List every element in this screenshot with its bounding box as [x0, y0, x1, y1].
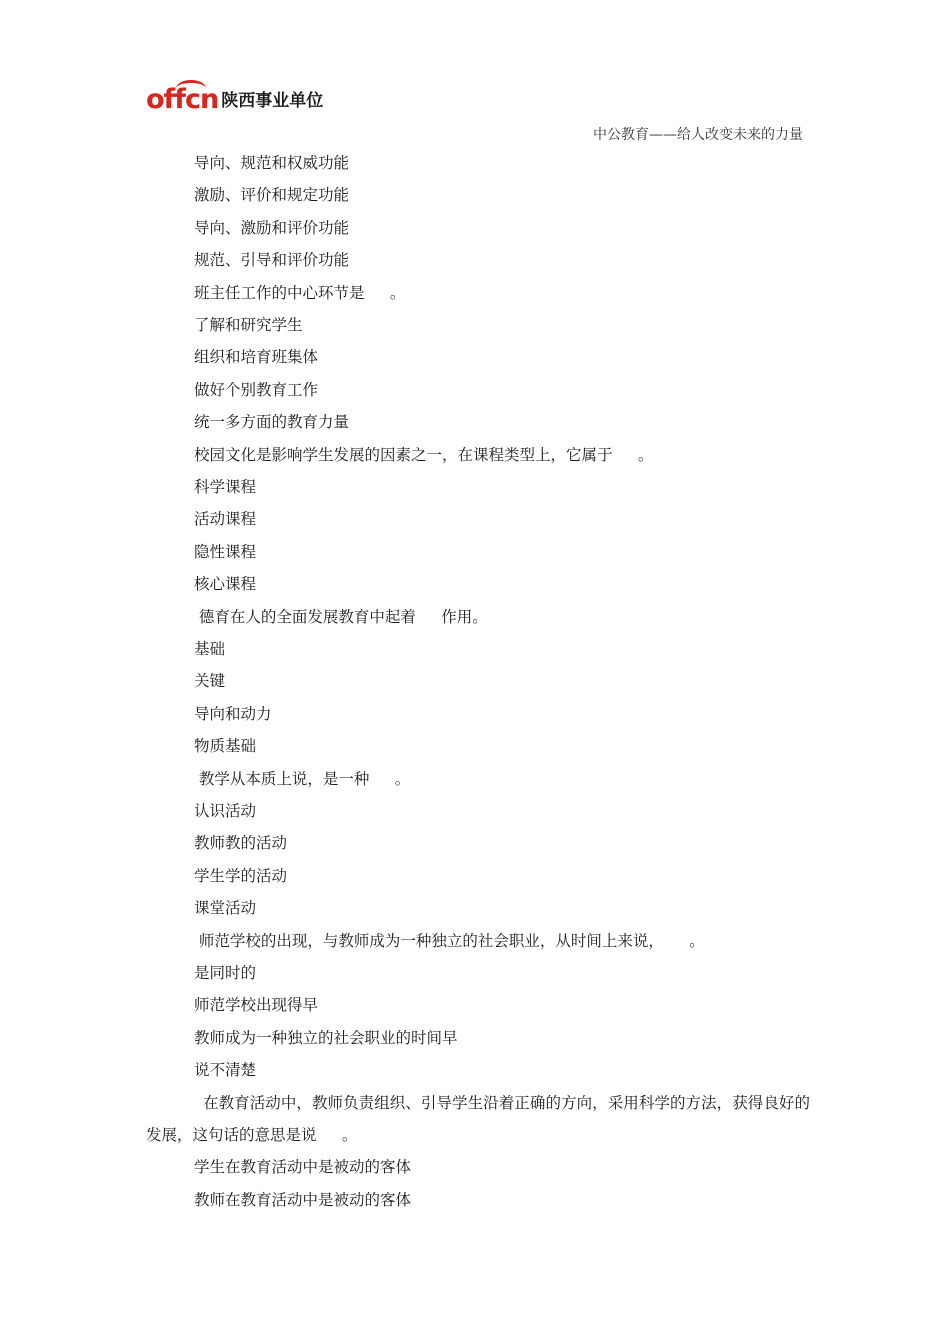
logo-arc-icon [176, 80, 206, 97]
slogan: 中公教育——给人改变未来的力量 [593, 127, 803, 143]
text-line: 学生在教育活动中是被动的客体 [194, 1158, 412, 1177]
text-line: 隐性课程 [194, 542, 257, 561]
offcn-logo [146, 80, 323, 114]
question-paragraph: 在教育活动中，教师负责组织、引导学生沿着正确的方向，采用科学的方法，获得良好的发展，这句话的意思是说 。 [146, 1093, 810, 1144]
text-line: 教师教的活动 [194, 834, 288, 853]
text-line: 活动课程 [194, 510, 257, 529]
text-line: 是同时的 [194, 964, 257, 982]
text-line: 导向、激励和评价功能 [194, 218, 350, 237]
text-line: 核心课程 [194, 575, 257, 594]
text-line: 课堂活动 [194, 899, 257, 918]
text-line: 班主任工作的中心环节是 。 [194, 283, 406, 302]
logo-mark [146, 86, 218, 114]
text-line: 做好个别教育工作 [194, 380, 319, 399]
text-line: 统一多方面的教育力量 [194, 413, 350, 432]
text-line: 师范学校的出现，与教师成为一种独立的社会职业，从时间上来说， 。 [194, 931, 705, 950]
text-line: 认识活动 [194, 802, 257, 820]
text-line: 了解和研究学生 [194, 316, 303, 334]
text-line: 导向和动力 [194, 704, 272, 723]
text-line: 师范学校出现得早 [194, 996, 319, 1015]
text-line: 教学从本质上说，是一种 。 [194, 769, 411, 788]
text-line: 导向、规范和权威功能 [194, 154, 350, 172]
text-line: 关键 [194, 672, 226, 691]
logo-text: 陕西事业单位 [221, 91, 324, 111]
text-line: 科学课程 [194, 478, 257, 496]
text-line: 教师在教育活动中是被动的客体 [194, 1190, 412, 1209]
text-line: 学生学的活动 [194, 866, 288, 885]
text-line: 物质基础 [194, 737, 257, 756]
logo-mark-text: offcn [146, 84, 219, 115]
text-line: 基础 [194, 640, 226, 658]
text-line: 教师成为一种独立的社会职业的时间早 [194, 1028, 458, 1047]
text-line: 校园文化是影响学生发展的因素之一，在课程类型上，它属于 。 [194, 445, 654, 464]
text-line: 规范、引导和评价功能 [194, 251, 350, 270]
text-line: 组织和培育班集体 [194, 348, 319, 367]
text-line: 激励、评价和规定功能 [194, 186, 350, 205]
text-line: 说不清楚 [194, 1061, 257, 1080]
text-line: 德育在人的全面发展教育中起着 作用。 [194, 607, 488, 626]
